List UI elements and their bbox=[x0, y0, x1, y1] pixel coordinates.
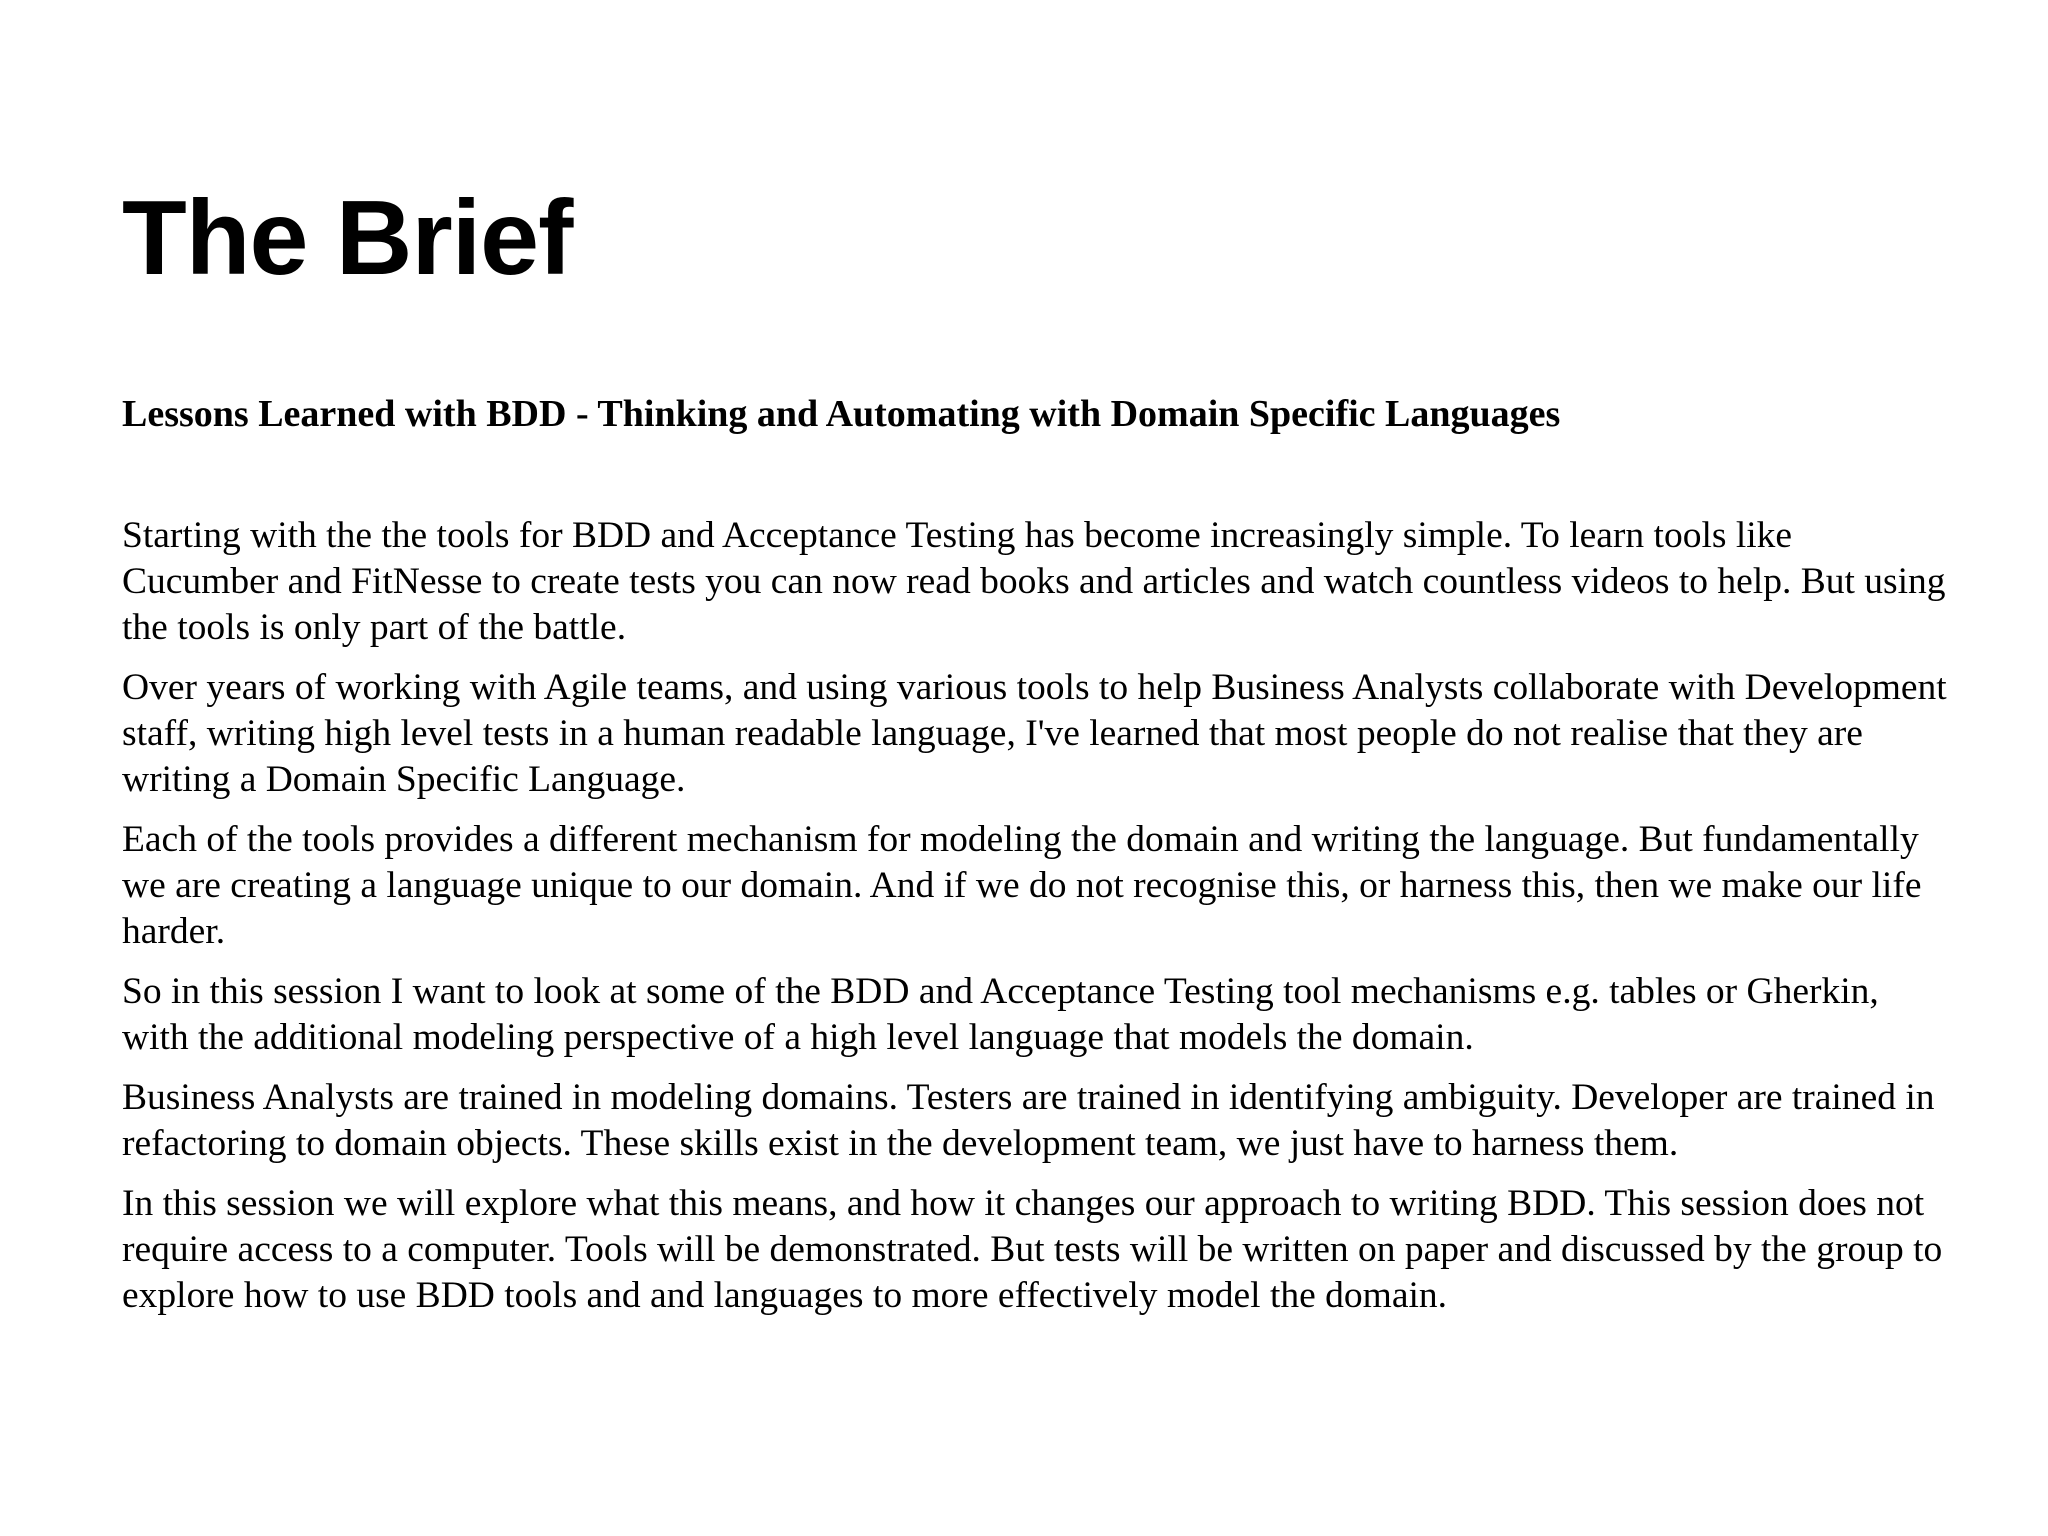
slide-title: The Brief bbox=[122, 179, 573, 297]
body-paragraph: Business Analysts are trained in modeling domains. Testers are trained in identifying ambiguity. Developer are trained in refactoring to domain objects. These skills exist in the development team, we just have to harness them. bbox=[122, 1077, 1935, 1164]
slide-subtitle: Lessons Learned with BDD - Thinking and Automating with Domain Specific Languages bbox=[122, 393, 1561, 435]
body-paragraph: In this session we will explore what this means, and how it changes our approach to writing BDD. This session does not require access to a computer. Tools will be demonstrated. But tests will be written on paper and discussed by the group to explore how to use BDD tools and and languages to more effectively model the domain. bbox=[122, 1183, 1943, 1316]
body-paragraph: So in this session I want to look at some of the BDD and Acceptance Testing tool mechanisms e.g. tables or Gherkin, with the additional modeling perspective of a high level language that models the domain. bbox=[122, 971, 1879, 1058]
body-paragraph: Starting with the the tools for BDD and Acceptance Testing has become increasingly simple. To learn tools like Cucumber and FitNesse to create tests you can now read books and articles and watch countless videos to help. But using the tools is only part of the battle. bbox=[122, 515, 1946, 648]
body-paragraph: Each of the tools provides a different mechanism for modeling the domain and writing the language. But fundamentally we are creating a language unique to our domain. And if we do not recognise this, or harness this, then we make our life harder. bbox=[122, 819, 1922, 952]
slide-body bbox=[122, 513, 1952, 1333]
body-paragraph: Over years of working with Agile teams, and using various tools to help Business Analysts collaborate with Development staff, writing high level tests in a human readable language, I've learned that most people do not realise that they are writing a Domain Specific Language. bbox=[122, 667, 1947, 800]
